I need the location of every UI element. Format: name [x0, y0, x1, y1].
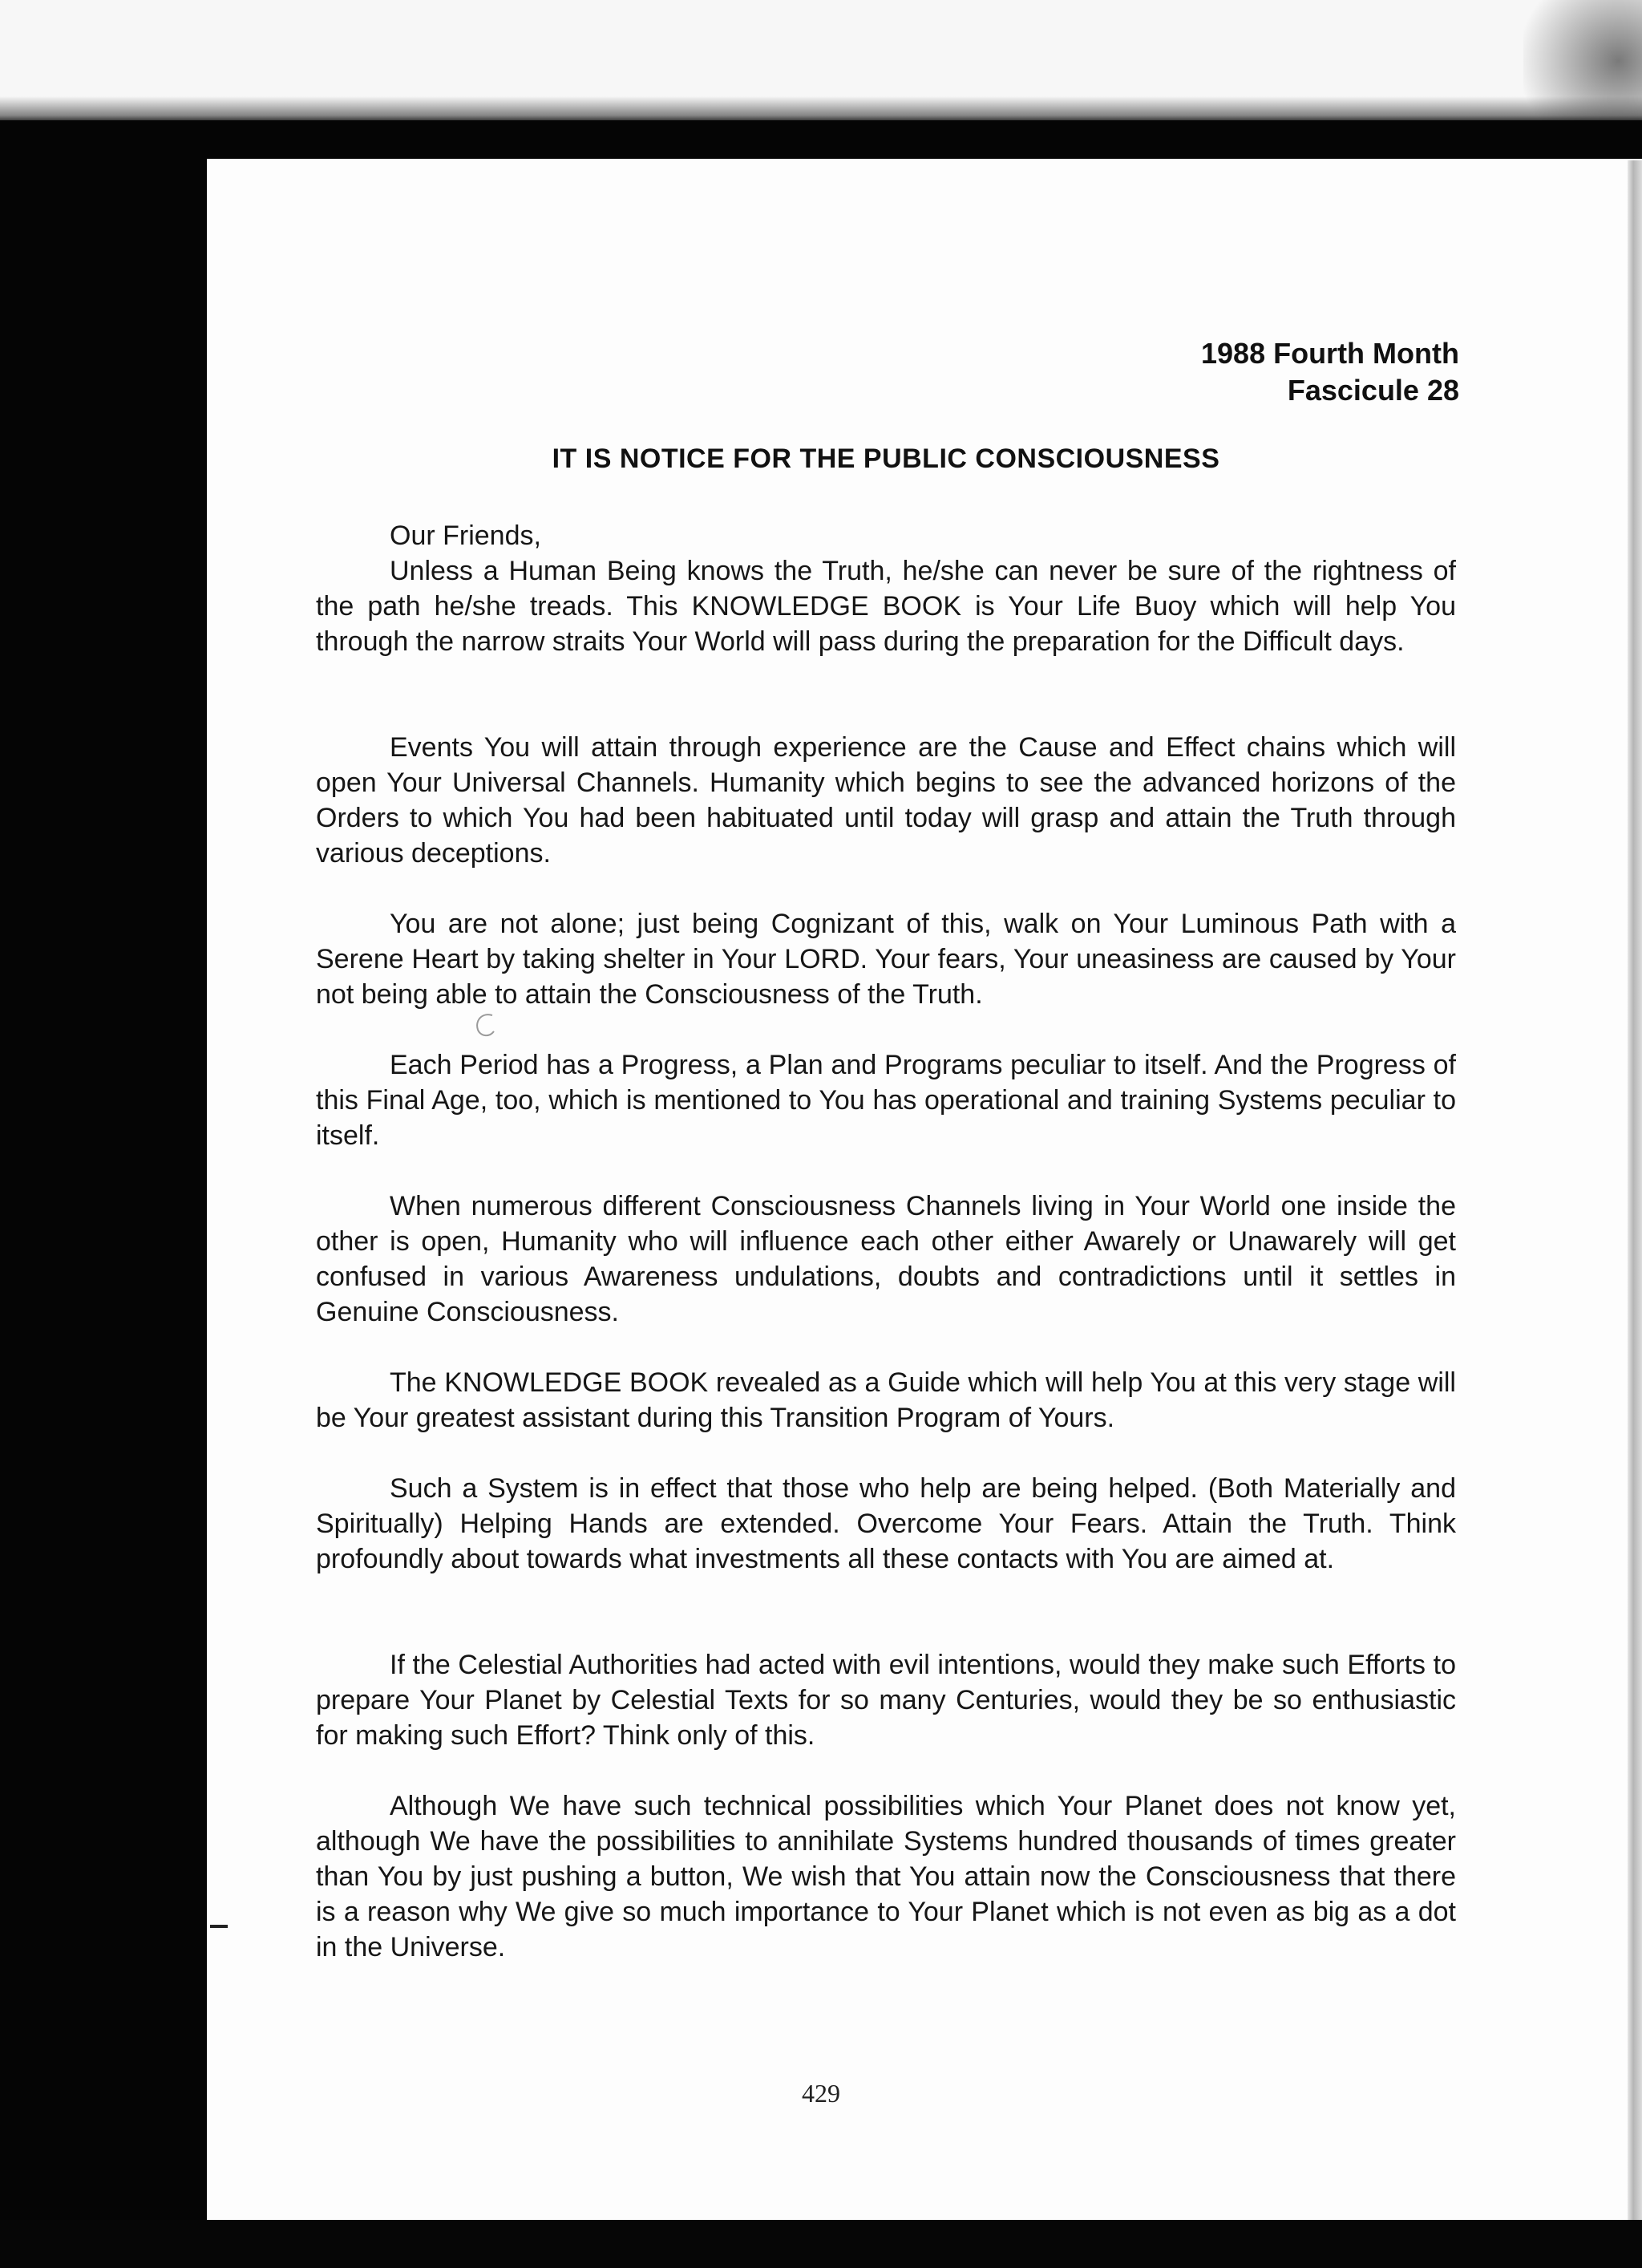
paragraph-1: Unless a Human Being knows the Truth, he/she can never be sure of the rightness of the path he/she treads. This KNOWLEDGE BOOK is Your Life Buoy which will help You through the narrow straits Your World will pass during the preparation for the Difficult days. — [316, 556, 1456, 657]
paragraph-2: Events You will attain through experience are the Cause and Effect chains which will open Your Universal Channels. Humanity which begins to see the advanced horizons of the Orders to which You had been habituated until today will grasp and attain the Truth through various deceptions. — [316, 732, 1456, 869]
page-title: IT IS NOTICE FOR THE PUBLIC CONSCIOUSNESS — [552, 443, 1220, 474]
paragraph-3: You are not alone; just being Cognizant of this, walk on Your Luminous Path with a Serene Heart by taking shelter in Your LORD. Your fears, Your uneasiness are caused by Your not being able to attain the Consciousness of the Truth. — [316, 909, 1456, 1010]
scan-frame-top — [0, 120, 1642, 159]
page-number: 429 — [802, 2079, 840, 2108]
paragraph-9: Although We have such technical possibilities which Your Planet does not know yet, although We have the possibilities to annihilate Systems hundred thousands of times greater than You by just pushing a button, We wish that You attain now the Consciousness that there is a reason why We give so much importance to Your Planet which is not even as big as a dot in the Universe. — [316, 1791, 1456, 1962]
salutation: Our Friends, — [390, 520, 541, 551]
margin-mark — [210, 1925, 228, 1928]
scan-top-shadow — [0, 96, 1642, 124]
paragraph-7: Such a System is in effect that those who help are being helped. (Both Materially and Spiritually) Helping Hands are extended. Overcome Your Fears. Attain the Truth. Think profoundly about towards what investments all these contacts with You are aimed at. — [316, 1473, 1456, 1574]
paragraph-8: If the Celestial Authorities had acted with evil intentions, would they make such Efforts to prepare Your Planet by Celestial Texts for so many Centuries, would they be so enthusiastic for making such Effort? Think only of this. — [316, 1650, 1456, 1751]
header-date: 1988 Fourth Month — [1201, 337, 1459, 370]
scan-frame-bottom — [0, 2220, 1642, 2268]
pencil-mark-icon — [468, 1009, 504, 1044]
paragraph-5: When numerous different Consciousness Channels living in Your World one inside the other is open, Humanity who will influence each other either Awarely or Unawarely will get confused in various Awareness undulations, doubts and contradictions until it settles in Genuine Consciousness. — [316, 1191, 1456, 1327]
header-fascicule: Fascicule 28 — [1287, 374, 1459, 407]
scan-frame-right — [1628, 160, 1642, 2221]
paragraph-6: The KNOWLEDGE BOOK revealed as a Guide which will help You at this very stage will be Your greatest assistant during this Transition Program of Yours. — [316, 1367, 1456, 1433]
scan-frame-left — [0, 120, 207, 2268]
paragraph-4: Each Period has a Progress, a Plan and Programs peculiar to itself. And the Progress of this Final Age, too, which is mentioned to You has operational and training Systems peculiar to itself. — [316, 1050, 1456, 1151]
